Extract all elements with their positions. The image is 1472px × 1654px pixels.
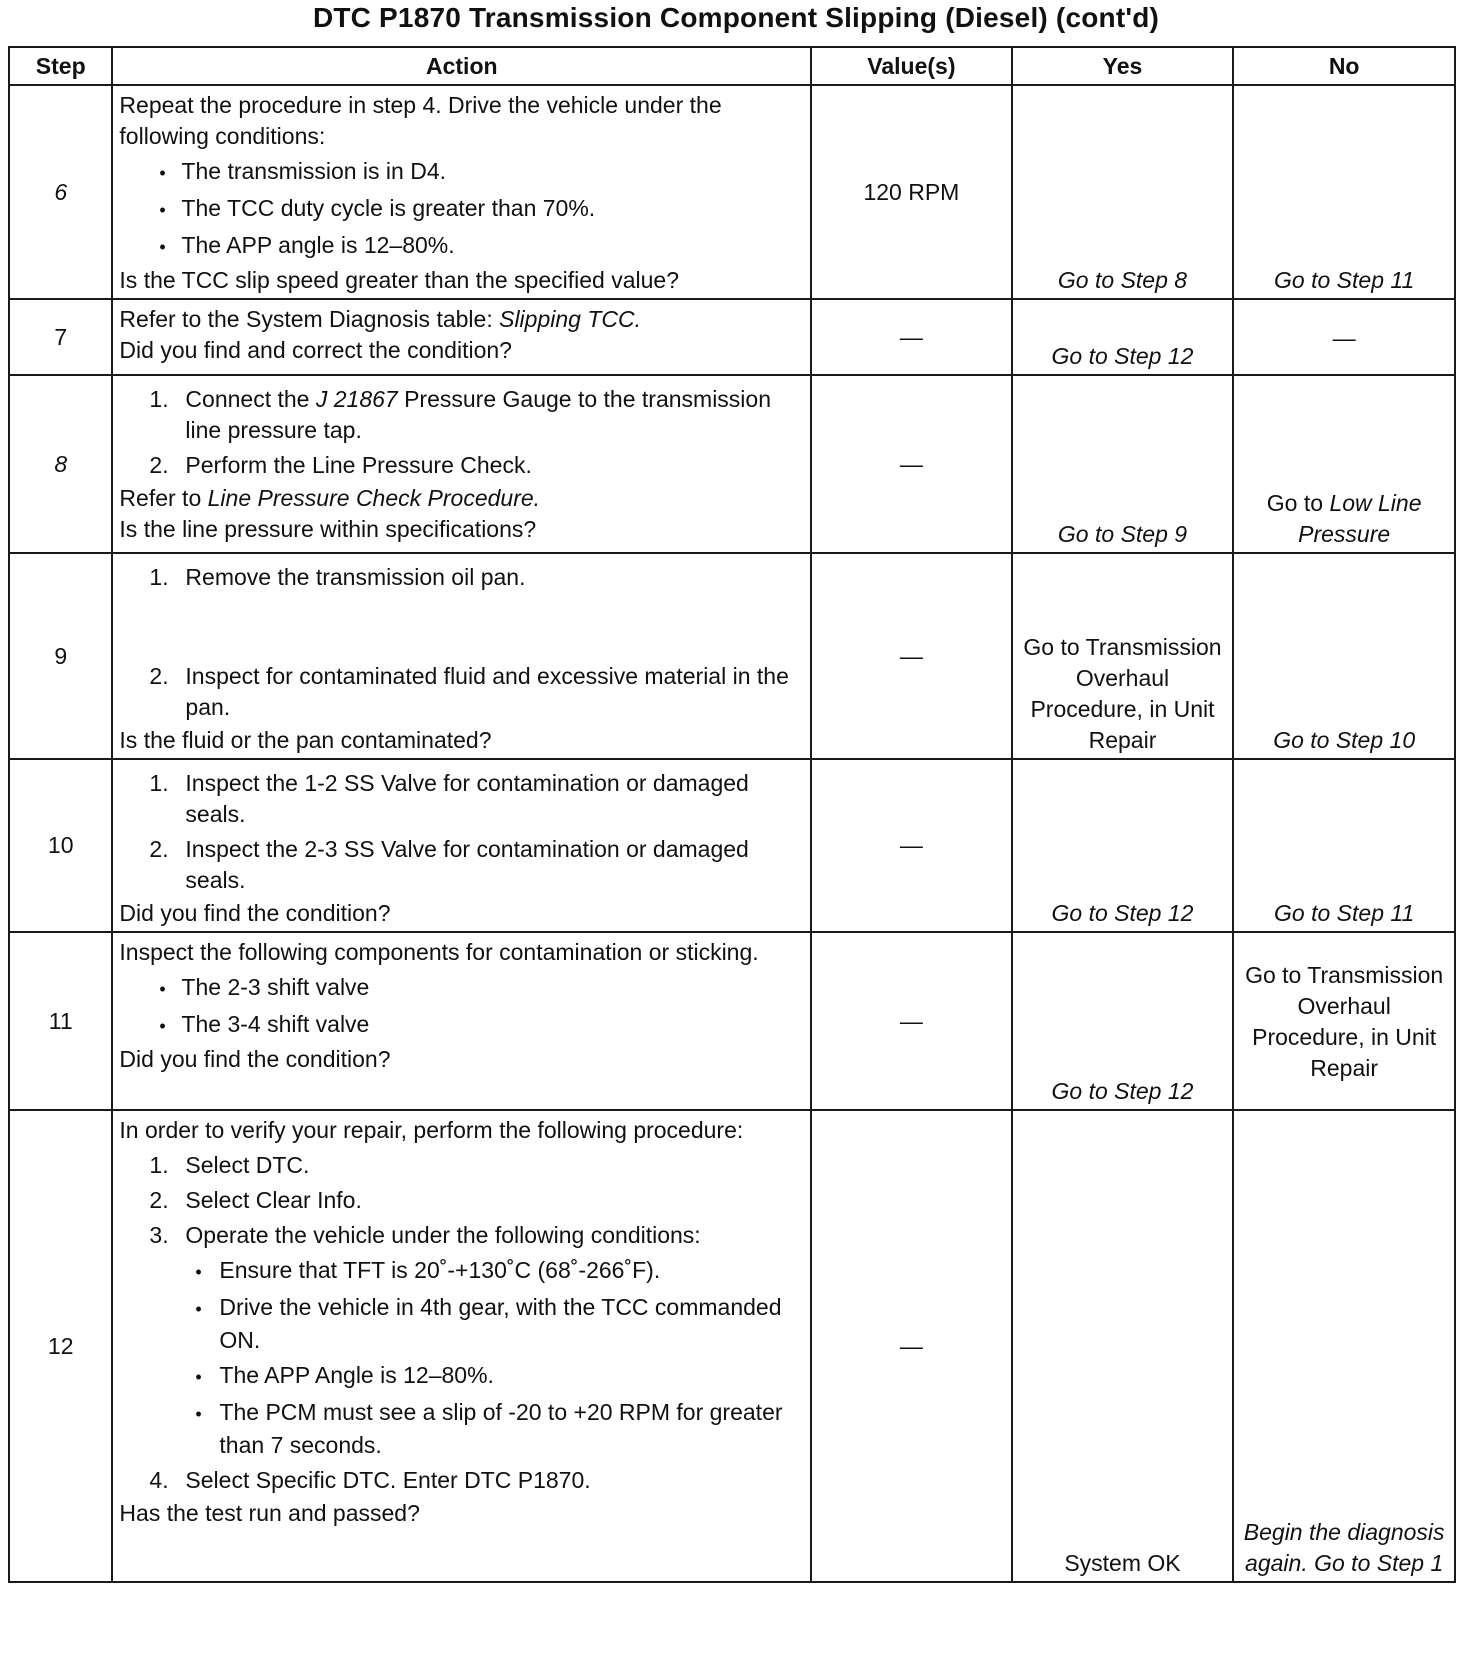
numbered-step: 2. Select Clear Info. <box>149 1187 362 1213</box>
action-reference <box>119 304 804 335</box>
numbered-step: 2. Perform the Line Pressure Check. <box>149 452 532 478</box>
value-cell: — <box>811 553 1012 759</box>
header-step: Step <box>9 47 112 85</box>
reference-link: Line Pressure Check Procedure. <box>207 485 541 511</box>
action-reference: Refer to Line Pressure Check Procedure. <box>119 485 541 511</box>
numbered-step: 1. Inspect the 1-2 SS Valve for contamination or damaged seals. <box>149 770 749 827</box>
action-question: Is the fluid or the pan contaminated? <box>119 727 492 753</box>
action-cell <box>112 299 811 375</box>
table-row <box>9 932 1455 1110</box>
table-row <box>9 299 1455 375</box>
yes-cell: Go to Step 12 <box>1012 932 1234 1110</box>
action-cell <box>112 375 811 553</box>
action-cell <box>112 85 811 299</box>
table-row <box>9 1110 1455 1582</box>
table-row <box>9 759 1455 932</box>
step-number: 8 <box>9 375 112 553</box>
no-cell: Begin the diagnosis again. Go to Step 1 <box>1233 1110 1455 1582</box>
reference-link: Slipping TCC. <box>499 306 641 332</box>
numbered-step: 2. Inspect the 2-3 SS Valve for contamination or damaged seals. <box>149 836 749 893</box>
header-action: Action <box>112 47 811 85</box>
header-yes: Yes <box>1012 47 1234 85</box>
numbered-step: 3. Operate the vehicle under the following conditions: <box>149 1222 701 1248</box>
yes-cell: Go to Step 9 <box>1012 375 1234 553</box>
no-cell: Go to Low Line Pressure <box>1233 375 1455 553</box>
action-question: Did you find the condition? <box>119 1046 391 1072</box>
step-number: 7 <box>9 299 112 375</box>
numbered-step: 1. Connect the J 21867 Pressure Gauge to the transmission line pressure tap. <box>149 386 771 443</box>
action-question: Has the test run and passed? <box>119 1500 420 1526</box>
table-row <box>9 375 1455 553</box>
action-question: Did you find the condition? <box>119 900 391 926</box>
action-question: Did you find and correct the condition? <box>119 337 512 363</box>
action-intro: In order to verify your repair, perform the following procedure: <box>119 1117 744 1143</box>
tool-reference: J 21867 <box>315 386 398 412</box>
numbered-step: 1. Remove the transmission oil pan. <box>149 564 526 590</box>
action-question: Is the TCC slip speed greater than the specified value? <box>119 267 679 293</box>
no-cell: Go to Transmission Overhaul Procedure, in Unit Repair <box>1233 932 1455 1110</box>
numbered-step: 1. Select DTC. <box>149 1152 310 1178</box>
step-number: 12 <box>9 1110 112 1582</box>
table-row <box>9 553 1455 759</box>
numbered-step: 2. Inspect for contaminated fluid and excessive material in the pan. <box>149 663 789 720</box>
step-number: 6 <box>9 85 112 299</box>
value-cell: 120 RPM <box>811 85 1012 299</box>
header-no: No <box>1233 47 1455 85</box>
action-cell <box>112 759 811 932</box>
condition-bullet: • Drive the vehicle in 4th gear, with the TCC commanded ON. <box>195 1292 804 1356</box>
condition-bullet: • The APP angle is 12–80%. <box>145 230 804 263</box>
condition-bullet: • The TCC duty cycle is greater than 70%. <box>145 193 804 226</box>
action-question: Is the line pressure within specifications? <box>119 516 537 542</box>
header-row <box>9 47 1455 85</box>
reference-link: Low Line Pressure <box>1298 490 1422 547</box>
header-values: Value(s) <box>811 47 1012 85</box>
action-cell <box>112 553 811 759</box>
value-cell: — <box>811 375 1012 553</box>
numbered-step: 4. Select Specific DTC. Enter DTC P1870. <box>149 1467 591 1493</box>
action-cell <box>112 932 811 1110</box>
page-title: DTC P1870 Transmission Component Slipping (Diesel) (cont'd) <box>312 2 1160 33</box>
action-intro: Inspect the following components for contamination or sticking. <box>119 939 759 965</box>
yes-cell: Go to Step 12 <box>1012 759 1234 932</box>
condition-bullet: • The PCM must see a slip of -20 to +20 RPM for greater than 7 seconds. <box>195 1397 804 1461</box>
step-number: 11 <box>9 932 112 1110</box>
table-row <box>9 85 1455 299</box>
condition-bullet: • The APP Angle is 12–80%. <box>195 1360 804 1393</box>
value-cell: — <box>811 932 1012 1110</box>
no-cell: Go to Step 11 <box>1233 85 1455 299</box>
action-cell <box>112 1110 811 1582</box>
yes-cell: Go to Step 8 <box>1012 85 1234 299</box>
condition-bullet: • Ensure that TFT is 20˚-+130˚C (68˚-266˚F). <box>195 1255 804 1288</box>
step-number: 10 <box>9 759 112 932</box>
component-bullet: • The 2-3 shift valve <box>145 972 804 1005</box>
no-cell: Go to Step 11 <box>1233 759 1455 932</box>
yes-cell: System OK <box>1012 1110 1234 1582</box>
action-intro: Repeat the procedure in step 4. Drive the vehicle under the following conditions: <box>119 92 722 149</box>
value-cell: — <box>811 759 1012 932</box>
no-cell: Go to Step 10 <box>1233 553 1455 759</box>
diagnostic-table <box>8 46 1456 1583</box>
value-cell: — <box>811 1110 1012 1582</box>
value-cell: — <box>811 299 1012 375</box>
component-bullet: • The 3-4 shift valve <box>145 1009 804 1042</box>
yes-cell: Go to Step 12 <box>1012 299 1234 375</box>
reference-prefix: Refer to the System Diagnosis table: <box>119 306 500 332</box>
condition-bullet: • The transmission is in D4. <box>145 156 804 189</box>
step-number: 9 <box>9 553 112 759</box>
no-cell: — <box>1233 299 1455 375</box>
yes-cell: Go to Transmission Overhaul Procedure, in Unit Repair <box>1012 553 1234 759</box>
